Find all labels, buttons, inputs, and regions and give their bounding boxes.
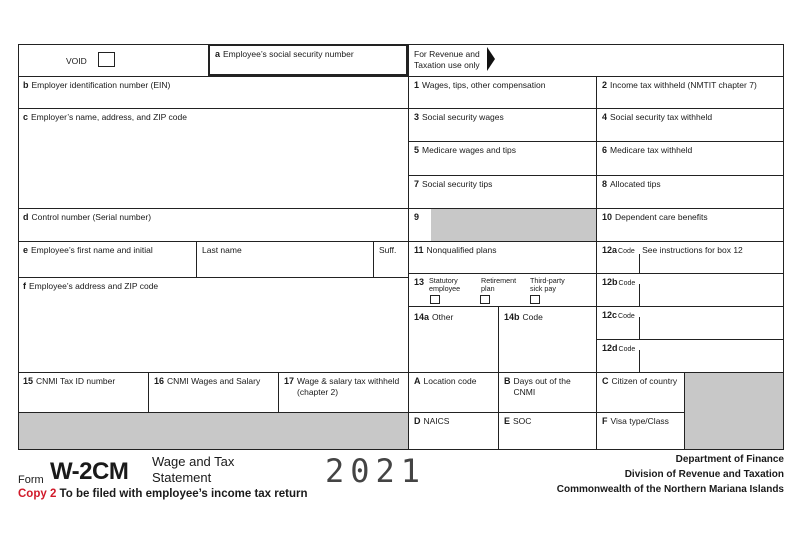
box-F-letter: F: [602, 416, 608, 426]
box-17-num: 17: [284, 376, 295, 386]
copy-text: To be filed with employee’s income tax return: [59, 488, 308, 500]
box-5-num: 5: [414, 145, 420, 155]
box-15-num: 15: [23, 376, 34, 386]
box-14a-label: Other: [432, 312, 454, 322]
shaded-area-right: [684, 372, 784, 450]
form-word: Form: [18, 474, 44, 486]
box-1-num: 1: [414, 80, 420, 90]
box-a-label: Employee’s social security number: [223, 49, 354, 59]
box-E-letter: E: [504, 416, 511, 426]
box-c-label: Employer’s name, address, and ZIP code: [31, 112, 187, 122]
box-15-label: CNMI Tax ID number: [36, 376, 116, 386]
box-a-ssn[interactable]: [208, 44, 408, 76]
box-7-label: Social security tips: [422, 179, 493, 189]
box-d-control[interactable]: [18, 208, 408, 241]
box-D-label: NAICS: [423, 416, 450, 426]
retirement-plan-label: Retirement plan: [481, 276, 517, 294]
box-12b-code: Code: [618, 280, 636, 287]
box-5-medicare-wages[interactable]: [408, 141, 596, 175]
box-17-wage-tax-withheld[interactable]: [278, 372, 408, 412]
box-11-nonqualified[interactable]: [408, 241, 596, 273]
box-12b-divider: [639, 284, 640, 306]
box-E-label: SOC: [513, 416, 532, 426]
department-line3: Commonwealth of the Northern Mariana Islands: [556, 484, 784, 495]
box-14b-num: 14b: [504, 312, 520, 322]
box-c-employer[interactable]: [18, 108, 408, 208]
box-16-num: 16: [154, 376, 165, 386]
box-e-suffix[interactable]: [373, 241, 408, 277]
box-14b-label: Code: [522, 312, 543, 322]
box-4-ss-tax[interactable]: [596, 108, 784, 141]
box-B-days-out[interactable]: [498, 372, 596, 412]
third-party-sick-pay-checkbox[interactable]: [530, 295, 540, 304]
box-13: [408, 273, 596, 306]
box-6-medicare-tax[interactable]: [596, 141, 784, 175]
box-12d-code: Code: [618, 346, 636, 353]
box-8-allocated-tips[interactable]: [596, 175, 784, 208]
form-name: W-2CM: [50, 458, 129, 485]
box-12c-code: Code: [618, 313, 635, 320]
title-line2: Statement: [152, 470, 212, 485]
box-d-label: Control number (Serial number): [31, 212, 152, 222]
w2cm-form: [18, 44, 784, 450]
void-checkbox[interactable]: [98, 52, 115, 67]
box-c-letter: c: [23, 112, 29, 122]
box-a-letter: a: [215, 49, 221, 59]
void-label: VOID: [66, 56, 87, 66]
shaded-area-bottom-left: [18, 412, 408, 450]
tax-year: 2021: [325, 452, 427, 490]
box-A-letter: A: [414, 376, 421, 386]
box-e-label: Employee’s first name and initial: [31, 245, 153, 255]
box-3-ss-wages[interactable]: [408, 108, 596, 141]
box-2-label: Income tax withheld (NMTIT chapter 7): [610, 80, 757, 90]
box-6-num: 6: [602, 145, 608, 155]
statutory-employee-checkbox[interactable]: [430, 295, 440, 304]
box-e-letter: e: [23, 245, 29, 255]
box-4-label: Social security tax withheld: [610, 112, 713, 122]
box-e-last-name[interactable]: [196, 241, 373, 277]
box-9-shaded-area: [431, 209, 596, 241]
box-e-suff-label: Suff.: [379, 245, 397, 255]
box-C-letter: C: [602, 376, 609, 386]
box-12b-num: 12b: [602, 277, 618, 287]
box-b-ein[interactable]: [18, 76, 408, 108]
box-14a-num: 14a: [414, 312, 430, 322]
box-b-label: Employer identification number (EIN): [31, 80, 171, 90]
box-12d-num: 12d: [602, 343, 618, 353]
box-C-citizen[interactable]: [596, 372, 684, 412]
box-3-num: 3: [414, 112, 420, 122]
box-16-cnmi-wages[interactable]: [148, 372, 278, 412]
copy-line: [18, 488, 308, 500]
box-F-label: Visa type/Class: [610, 416, 669, 426]
box-12c-num: 12c: [602, 310, 618, 320]
department-line2: Division of Revenue and Taxation: [624, 469, 784, 480]
box-D-naics[interactable]: [408, 412, 498, 450]
box-F-visa[interactable]: [596, 412, 684, 450]
box-1-wages[interactable]: [408, 76, 596, 108]
box-A-label: Location code: [423, 376, 477, 386]
box-12a[interactable]: [596, 241, 784, 273]
box-8-num: 8: [602, 179, 608, 189]
box-4-num: 4: [602, 112, 608, 122]
box-10-num: 10: [602, 212, 613, 222]
box-12a-code: Code: [618, 248, 635, 255]
box-12b[interactable]: [596, 273, 784, 306]
box-12a-label: See instructions for box 12: [642, 245, 743, 255]
box-2-num: 2: [602, 80, 608, 90]
box-b-letter: b: [23, 80, 29, 90]
void-box: [18, 44, 208, 76]
statutory-employee-label: Statutory employee: [429, 276, 461, 294]
box-14a-other[interactable]: [408, 306, 498, 372]
box-15-cnmi-tax-id[interactable]: [18, 372, 148, 412]
box-f-address[interactable]: [18, 277, 408, 372]
box-12c-divider: [639, 317, 640, 339]
box-e-first-name[interactable]: [18, 241, 196, 277]
box-A-location[interactable]: [408, 372, 498, 412]
box-9[interactable]: [408, 208, 596, 241]
box-5-label: Medicare wages and tips: [422, 145, 517, 155]
arrow-right-icon: [487, 47, 497, 71]
box-7-num: 7: [414, 179, 420, 189]
box-8-label: Allocated tips: [610, 179, 661, 189]
box-7-ss-tips[interactable]: [408, 175, 596, 208]
revenue-use-label: For Revenue and Taxation use only: [414, 49, 480, 70]
box-11-num: 11: [414, 245, 424, 255]
box-14b-code[interactable]: [498, 306, 596, 372]
box-f-label: Employee’s address and ZIP code: [29, 281, 159, 291]
department-line1: Department of Finance: [675, 454, 784, 465]
box-d-letter: d: [23, 212, 29, 222]
box-E-soc[interactable]: [498, 412, 596, 450]
box-B-letter: B: [504, 376, 511, 386]
copy-label: Copy 2: [18, 488, 57, 500]
box-D-letter: D: [414, 416, 421, 426]
box-12d-divider: [639, 350, 640, 372]
box-12a-num: 12a: [602, 245, 618, 255]
title-line1: Wage and Tax: [152, 454, 235, 469]
box-2-income-tax[interactable]: [596, 76, 784, 108]
box-e-last-label: Last name: [202, 245, 242, 255]
third-party-sick-pay-label: Third-party sick pay: [530, 276, 565, 294]
box-f-letter: f: [23, 281, 26, 291]
box-3-label: Social security wages: [422, 112, 504, 122]
box-B-label: Days out of the CNMI: [513, 376, 571, 397]
box-9-num: 9: [414, 212, 420, 222]
box-11-label: Nonqualified plans: [426, 245, 497, 255]
box-16-label: CNMI Wages and Salary: [167, 376, 261, 386]
box-12c[interactable]: [596, 306, 784, 339]
box-C-label: Citizen of country: [611, 376, 678, 386]
box-12d[interactable]: [596, 339, 784, 372]
box-1-label: Wages, tips, other compensation: [422, 80, 546, 90]
box-10-label: Dependent care benefits: [615, 212, 708, 222]
box-17-label: Wage & salary tax withheld (chapter 2): [297, 376, 400, 397]
revenue-use-box: [408, 44, 784, 76]
box-6-label: Medicare tax withheld: [610, 145, 693, 155]
box-10-dependent-care[interactable]: [596, 208, 784, 241]
box-13-num: 13: [414, 277, 425, 287]
retirement-plan-checkbox[interactable]: [480, 295, 490, 304]
box-12a-divider: [639, 254, 640, 273]
